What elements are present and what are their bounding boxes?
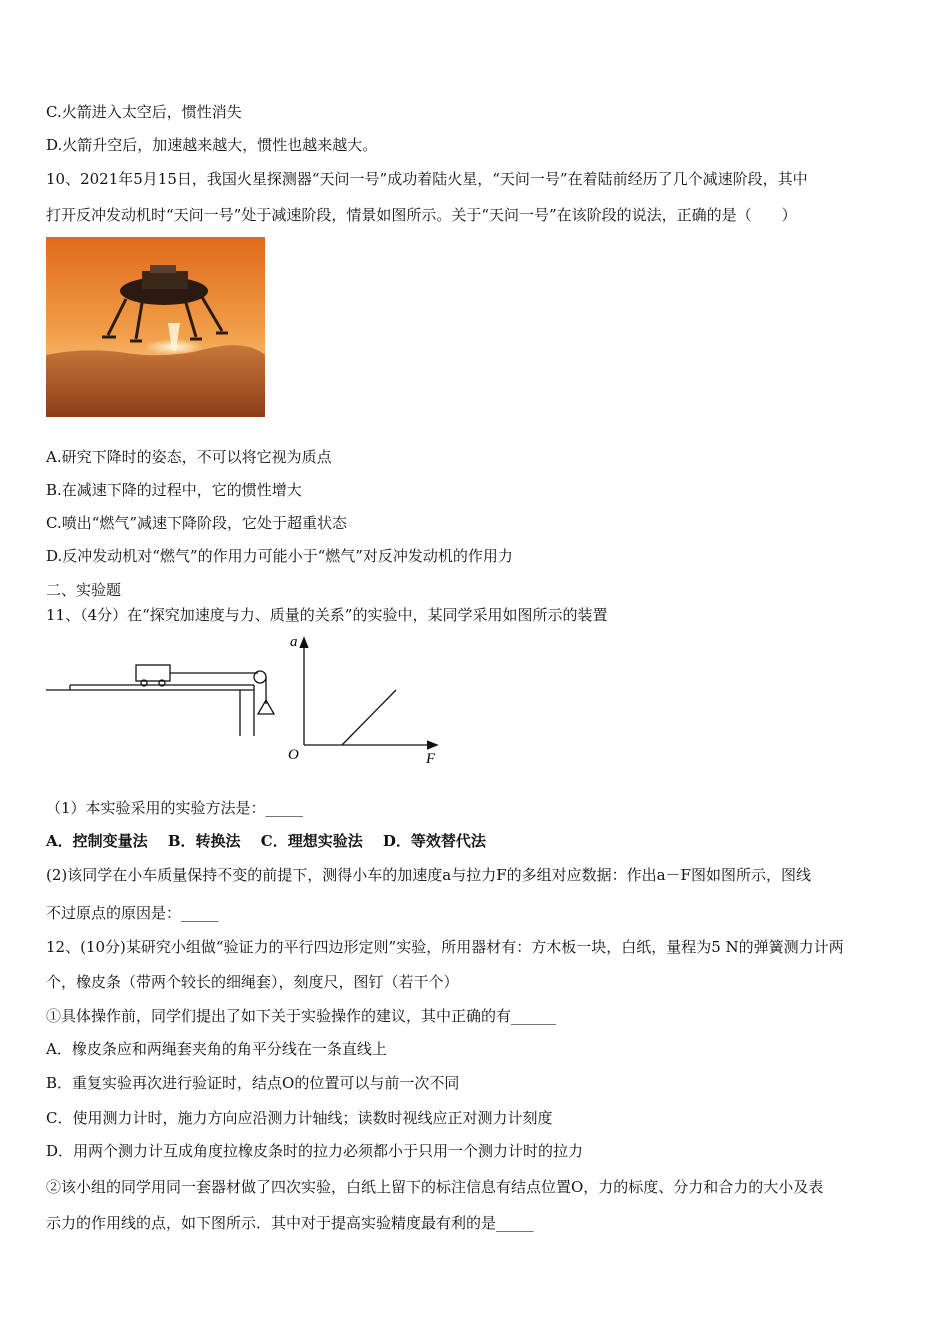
question-11-part-2-line-1: (2)该同学在小车质量保持不变的前提下，测得小车的加速度a与拉力F的多组对应数据：作出a－F图如图所示，图线	[46, 866, 811, 884]
apparatus-figure	[46, 665, 274, 736]
experiment-diagram	[40, 630, 460, 770]
question-12-line-1: 12、(10分)某研究小组做“验证力的平行四边形定则”实验，所用器材有：方木板一块，白纸，量程为5 N的弹簧测力计两	[46, 938, 844, 956]
question-11-part-2-line-2: 不过原点的原因是：_____	[46, 904, 219, 922]
option-10d: D.反冲发动机对“燃气”的作用力可能小于“燃气”对反冲发动机的作用力	[46, 547, 513, 565]
a-F-graph	[300, 638, 437, 749]
x-axis-label: F	[426, 751, 436, 767]
question-11-options: A．控制变量法 B．转换法 C．理想实验法 D．等效替代法	[46, 832, 486, 850]
question-12-part-2-line-2: 示力的作用线的点，如下图所示．其中对于提高实验精度最有利的是_____	[46, 1214, 534, 1232]
option-10c: C.喷出“燃气”减速下降阶段，它处于超重状态	[46, 514, 348, 532]
option-10b: B.在减速下降的过程中，它的惯性增大	[46, 481, 302, 499]
option-12c: C．使用测力计时，施力方向应沿测力计轴线；读数时视线应正对测力计刻度	[46, 1109, 553, 1127]
mars-lander-photo	[46, 237, 265, 417]
question-12-line-2: 个，橡皮条（带两个较长的细绳套），刻度尺，图钉（若干个）	[46, 973, 459, 991]
question-12-part-2-line-1: ②该小组的同学用同一套器材做了四次实验，白纸上留下的标注信息有结点位置O，力的标度、分力和合力的大小及表	[46, 1178, 824, 1196]
question-12-part-1: ①具体操作前，同学们提出了如下关于实验操作的建议，其中正确的有______	[46, 1007, 557, 1025]
origin-label: O	[288, 747, 299, 763]
option-12a: A．橡皮条应和两绳套夹角的角平分线在一条直线上	[46, 1040, 387, 1058]
question-11-part-1: （1）本实验采用的实验方法是：_____	[46, 799, 304, 817]
option-10a: A.研究下降时的姿态，不可以将它视为质点	[46, 448, 332, 466]
option-9c: C.火箭进入太空后，惯性消失	[46, 103, 242, 121]
option-12d: D．用两个测力计互成角度拉橡皮条时的拉力必须都小于只用一个测力计时的拉力	[46, 1142, 584, 1160]
option-12b: B．重复实验再次进行验证时，结点O的位置可以与前一次不同	[46, 1074, 460, 1092]
graph-line	[342, 690, 396, 745]
section-heading: 二、实验题	[46, 581, 122, 599]
y-axis-label: a	[290, 634, 298, 650]
question-10-line-2: 打开反冲发动机时“天问一号”处于减速阶段，情景如图所示。关于“天问一号”在该阶段的说法，正确的是（ ）	[46, 206, 797, 224]
question-11: 11、（4分）在“探究加速度与力、质量的关系”的实验中，某同学采用如图所示的装置	[46, 606, 608, 624]
option-9d: D.火箭升空后，加速越来越大，惯性也越来越大。	[46, 136, 378, 154]
question-10-line-1: 10、2021年5月15日，我国火星探测器“天问一号”成功着陆火星，“天问一号”在着陆前经历了几个减速阶段，其中	[46, 170, 808, 188]
